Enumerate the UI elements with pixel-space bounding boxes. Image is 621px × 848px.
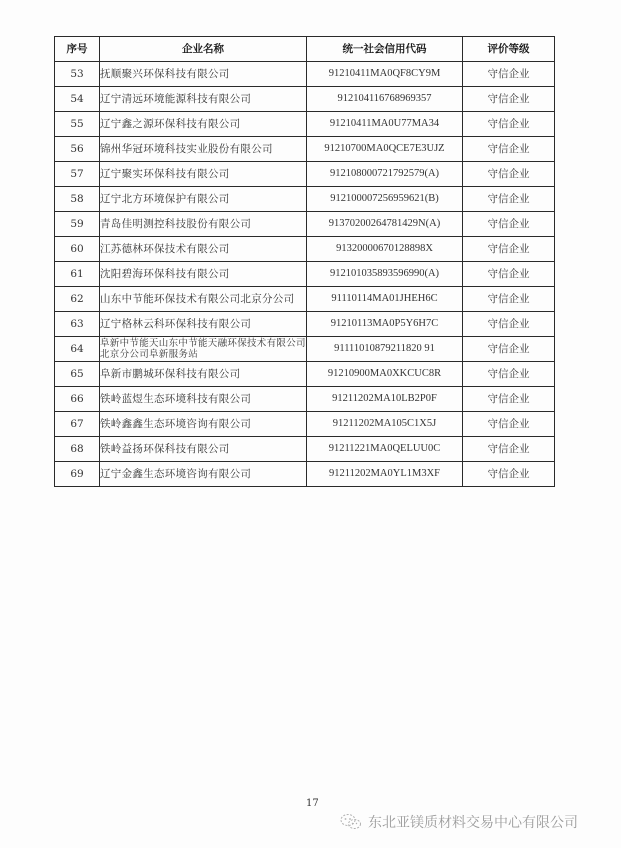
wechat-watermark bbox=[340, 812, 578, 832]
table-row bbox=[55, 87, 555, 112]
cell-grade: 守信企业 bbox=[463, 187, 555, 212]
cell-grade: 守信企业 bbox=[463, 62, 555, 87]
table-row bbox=[55, 412, 555, 437]
table-row bbox=[55, 462, 555, 487]
cell-name: 辽宁聚实环保科技有限公司 bbox=[100, 162, 307, 187]
cell-name: 锦州华冠环境科技实业股份有限公司 bbox=[100, 137, 307, 162]
cell-code: 91320000670128898X bbox=[307, 237, 463, 262]
cell-grade: 守信企业 bbox=[463, 437, 555, 462]
cell-code: 912108000721792579(A) bbox=[307, 162, 463, 187]
cell-code: 91211202MA10LB2P0F bbox=[307, 387, 463, 412]
cell-code: 91110114MA01JHEH6C bbox=[307, 287, 463, 312]
cell-name: 辽宁格林云科环保科技有限公司 bbox=[100, 312, 307, 337]
cell-no: 64 bbox=[55, 337, 100, 362]
table-row bbox=[55, 112, 555, 137]
cell-no: 61 bbox=[55, 262, 100, 287]
wechat-icon bbox=[340, 813, 362, 831]
table-row bbox=[55, 362, 555, 387]
cell-grade: 守信企业 bbox=[463, 387, 555, 412]
cell-no: 62 bbox=[55, 287, 100, 312]
cell-no: 67 bbox=[55, 412, 100, 437]
header-grade: 评价等级 bbox=[463, 37, 555, 62]
cell-grade: 守信企业 bbox=[463, 412, 555, 437]
cell-name: 辽宁北方环境保护有限公司 bbox=[100, 187, 307, 212]
cell-no: 63 bbox=[55, 312, 100, 337]
cell-code: 91210411MA0U77MA34 bbox=[307, 112, 463, 137]
page-number: 17 bbox=[306, 798, 319, 809]
table-row bbox=[55, 137, 555, 162]
cell-no: 55 bbox=[55, 112, 100, 137]
cell-no: 56 bbox=[55, 137, 100, 162]
cell-no: 68 bbox=[55, 437, 100, 462]
cell-code: 91211221MA0QELUU0C bbox=[307, 437, 463, 462]
cell-grade: 守信企业 bbox=[463, 337, 555, 362]
cell-code: 912104116768969357 bbox=[307, 87, 463, 112]
header-no: 序号 bbox=[55, 37, 100, 62]
cell-name: 阜新市鹏城环保科技有限公司 bbox=[100, 362, 307, 387]
cell-code: 91211202MA105C1X5J bbox=[307, 412, 463, 437]
cell-grade: 守信企业 bbox=[463, 362, 555, 387]
cell-no: 58 bbox=[55, 187, 100, 212]
enterprise-credit-table bbox=[54, 36, 555, 487]
cell-grade: 守信企业 bbox=[463, 162, 555, 187]
cell-grade: 守信企业 bbox=[463, 237, 555, 262]
cell-no: 66 bbox=[55, 387, 100, 412]
table-row bbox=[55, 387, 555, 412]
cell-name: 江苏德林环保技术有限公司 bbox=[100, 237, 307, 262]
cell-name: 阜新中节能天山东中节能天融环保技术有限公司北京分公司阜新服务站 bbox=[100, 338, 306, 360]
cell-no: 57 bbox=[55, 162, 100, 187]
cell-name: 山东中节能环保技术有限公司北京分公司 bbox=[100, 287, 307, 312]
table-row bbox=[55, 437, 555, 462]
cell-name: 青岛佳明测控科技股份有限公司 bbox=[100, 212, 307, 237]
cell-code: 912100007256959621(B) bbox=[307, 187, 463, 212]
cell-name: 辽宁清远环境能源科技有限公司 bbox=[100, 87, 307, 112]
table-row bbox=[55, 62, 555, 87]
cell-name: 抚顺聚兴环保科技有限公司 bbox=[100, 62, 307, 87]
cell-no: 60 bbox=[55, 237, 100, 262]
table-row bbox=[55, 312, 555, 337]
cell-no: 65 bbox=[55, 362, 100, 387]
cell-code: 91210900MA0XKCUC8R bbox=[307, 362, 463, 387]
cell-grade: 守信企业 bbox=[463, 312, 555, 337]
cell-code: 912101035893596990(A) bbox=[307, 262, 463, 287]
cell-no: 59 bbox=[55, 212, 100, 237]
cell-code: 91210411MA0QF8CY9M bbox=[307, 62, 463, 87]
cell-no: 69 bbox=[55, 462, 100, 487]
cell-name: 铁岭鑫鑫生态环境咨询有限公司 bbox=[100, 412, 307, 437]
cell-grade: 守信企业 bbox=[463, 212, 555, 237]
cell-name: 辽宁鑫之源环保科技有限公司 bbox=[100, 112, 307, 137]
table-row bbox=[55, 212, 555, 237]
table-row bbox=[55, 162, 555, 187]
table-row bbox=[55, 337, 555, 362]
cell-code: 91211202MA0YL1M3XF bbox=[307, 462, 463, 487]
header-code: 统一社会信用代码 bbox=[307, 37, 463, 62]
cell-grade: 守信企业 bbox=[463, 137, 555, 162]
cell-name: 铁岭益扬环保科技有限公司 bbox=[100, 437, 307, 462]
table-row bbox=[55, 187, 555, 212]
cell-name: 辽宁金鑫生态环境咨询有限公司 bbox=[100, 462, 307, 487]
cell-no: 53 bbox=[55, 62, 100, 87]
cell-code: 91210700MA0QCE7E3UJZ bbox=[307, 137, 463, 162]
table-row bbox=[55, 237, 555, 262]
cell-grade: 守信企业 bbox=[463, 287, 555, 312]
table-row bbox=[55, 287, 555, 312]
cell-grade: 守信企业 bbox=[463, 262, 555, 287]
table-row bbox=[55, 262, 555, 287]
cell-grade: 守信企业 bbox=[463, 112, 555, 137]
header-name: 企业名称 bbox=[100, 37, 307, 62]
cell-name: 沈阳碧海环保科技有限公司 bbox=[100, 262, 307, 287]
cell-no: 54 bbox=[55, 87, 100, 112]
watermark-text: 东北亚镁质材料交易中心有限公司 bbox=[368, 815, 578, 831]
cell-code: 91370200264781429N(A) bbox=[307, 212, 463, 237]
cell-name: 铁岭蓝煜生态环境科技有限公司 bbox=[100, 387, 307, 412]
cell-grade: 守信企业 bbox=[463, 87, 555, 112]
table-header-row bbox=[55, 37, 555, 62]
cell-grade: 守信企业 bbox=[463, 462, 555, 487]
cell-code: 91210113MA0P5Y6H7C bbox=[307, 312, 463, 337]
cell-code: 91111010879211820 91 bbox=[307, 337, 463, 362]
